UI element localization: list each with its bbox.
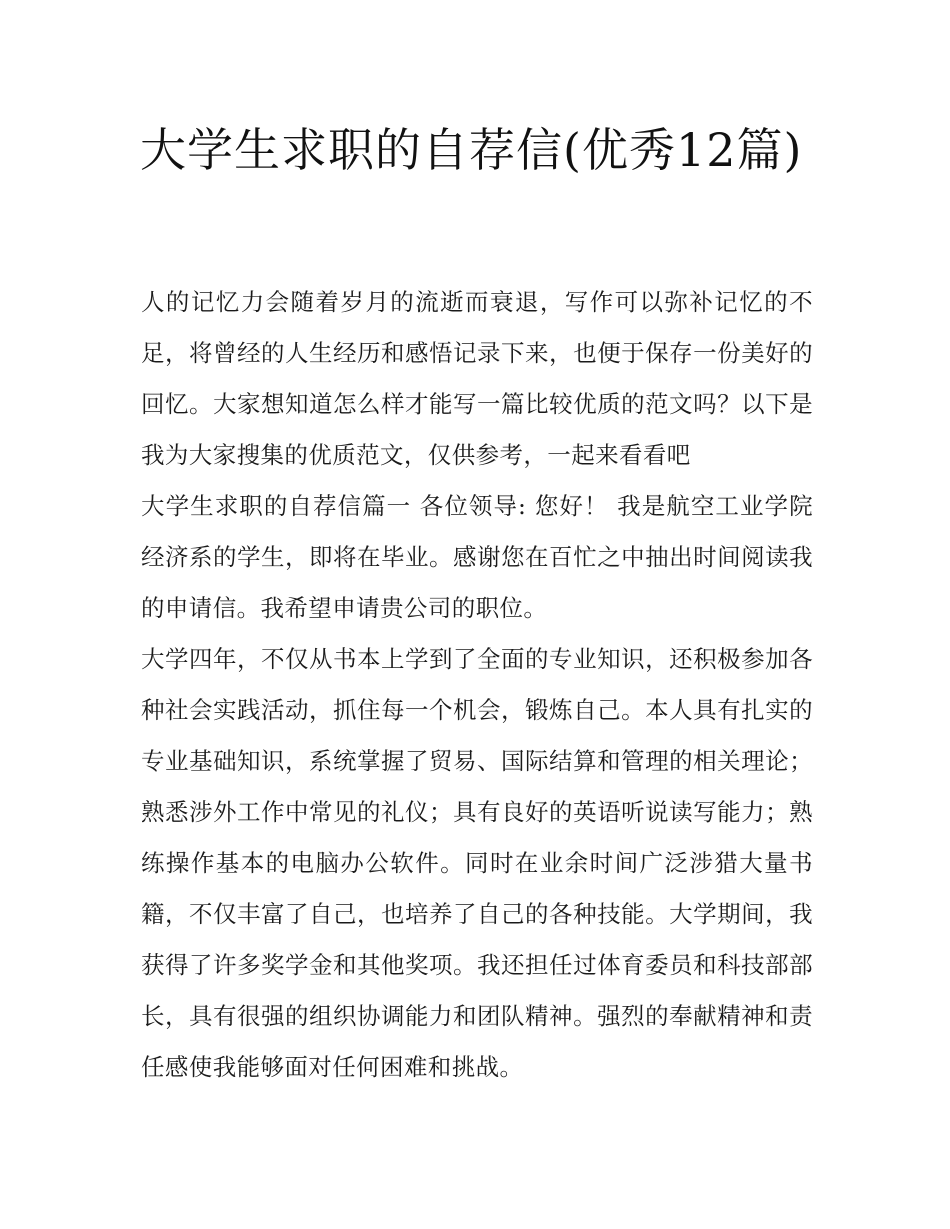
- letter-opening-paragraph: 大学生求职的自荐信篇一 各位领导: 您好！ 我是航空工业学院经济系的学生，即将在毕业。感谢您在百忙之中抽出时间阅读我的申请信。我希望申请贵公司的职位。: [141, 492, 813, 622]
- document-title: 大学生求职的自荐信(优秀12篇): [140, 123, 803, 177]
- document-body: [141, 277, 813, 1093]
- letter-body-paragraph: 大学四年，不仅从书本上学到了全面的专业知识，还积极参加各种社会实践活动，抓住每一个机会，锻炼自己。本人具有扎实的专业基础知识，系统掌握了贸易、国际结算和管理的相关理论；熟悉涉外工作中常见的礼仪；具有良好的英语听说读写能力；熟练操作基本的电脑办公软件。同时在业余时间广泛涉猎大量书籍，不仅丰富了自己，也培养了自己的各种技能。大学期间，我获得了许多奖学金和其他奖项。我还担任过体育委员和科技部部长，具有很强的组织协调能力和团队精神。强烈的奉献精神和责任感使我能够面对任何困难和挑战。: [141, 645, 813, 1081]
- intro-paragraph: 人的记忆力会随着岁月的流逝而衰退，写作可以弥补记忆的不足，将曾经的人生经历和感悟记录下来，也便于保存一份美好的回忆。大家想知道怎么样才能写一篇比较优质的范文吗？以下是我为大家搜集的优质范文，仅供参考，一起来看看吧: [141, 288, 813, 469]
